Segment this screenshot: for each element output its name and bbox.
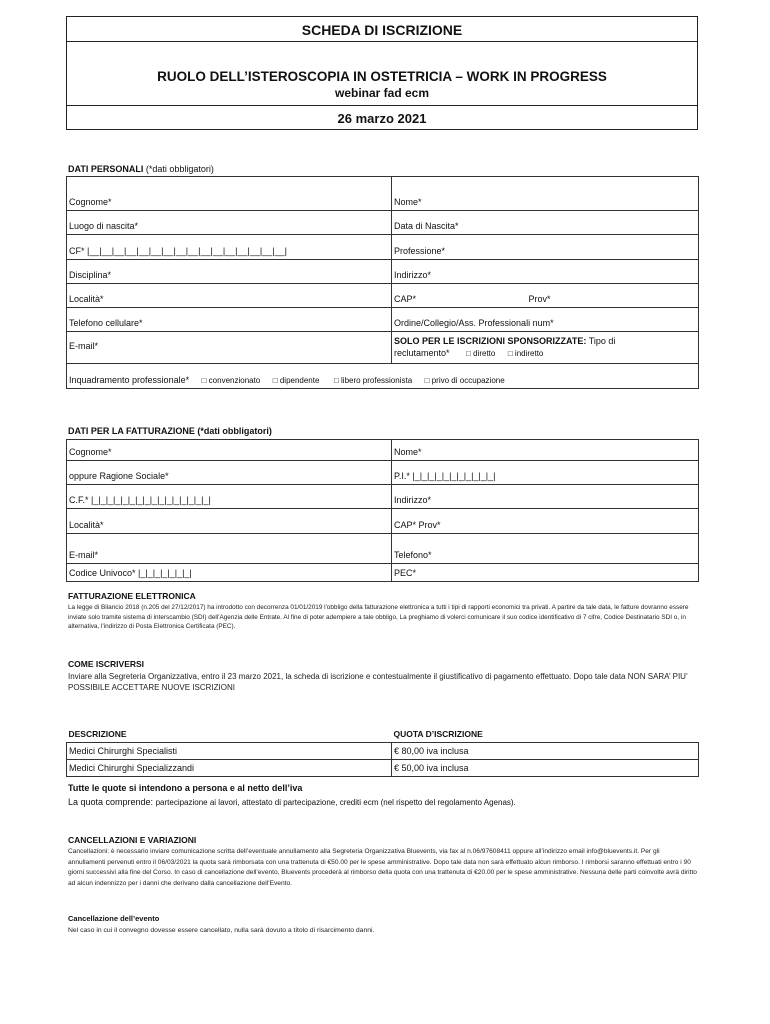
field-cf[interactable]: CF* |__|__|__|__|__|__|__|__|__|__|__|__|__|__|__|__| [67, 235, 392, 260]
billing-data-table [66, 439, 699, 582]
checkbox-libero[interactable]: □ libero professionista [333, 376, 413, 385]
field-sponsor [392, 332, 699, 364]
field-localita[interactable]: Località* [67, 284, 392, 308]
checkbox-privo[interactable]: □ privo di occupazione [424, 376, 505, 385]
form-title: SCHEDA DI ISCRIZIONE [66, 16, 698, 42]
field-disciplina[interactable]: Disciplina* [67, 260, 392, 284]
course-title: RUOLO DELL’ISTEROSCOPIA IN OSTETRICIA – WORK IN PROGRESS [157, 69, 607, 84]
course-subtitle: webinar fad ecm [334, 86, 430, 100]
billing-email[interactable]: E-mail* [67, 534, 392, 564]
billing-localita[interactable]: Località* [67, 509, 392, 534]
billing-cap-prov[interactable]: CAP* Prov* [392, 509, 699, 534]
field-cognome[interactable]: Cognome* [67, 177, 392, 211]
field-ordine[interactable]: Ordine/Collegio/Ass. Professionali num* [392, 308, 699, 332]
fees-col-quota: QUOTA D’ISCRIZIONE [392, 728, 699, 742]
billing-heading: DATI PER LA FATTURAZIONE (*dati obbligatori) [68, 426, 272, 436]
come-text: Inviare alla Segreteria Organizzativa, entro il 23 marzo 2021, la scheda di iscrizione e contestualmente il giustificativo di pagamento effettuato. Dopo tale data NON SARA’ PIU’ POSSIBILE ACCETTARE NUOVE ISCRIZIONI [68, 672, 688, 692]
fees-table [66, 728, 699, 777]
field-cap-label: CAP* [394, 294, 417, 304]
sponsor-reclutamento: reclutamento* [394, 348, 450, 358]
billing-pec[interactable]: PEC* [392, 564, 699, 582]
field-email[interactable]: E-mail* [67, 332, 392, 364]
field-indirizzo[interactable]: Indirizzo* [392, 260, 699, 284]
checkbox-diretto[interactable]: □ diretto [466, 349, 496, 358]
fees-row-quota: € 50,00 iva inclusa [392, 759, 699, 776]
course-header [66, 41, 698, 106]
fees-row-desc: Medici Chirurghi Specialisti [67, 742, 392, 759]
come-heading: COME ISCRIVERSI [68, 659, 145, 669]
fees-includes-text: partecipazione ai lavori, attestato di partecipazione, crediti ecm (nel rispetto del regolamento Agenas). [155, 798, 516, 807]
billing-codice-univoco[interactable]: Codice Univoco* |_|_|_|_|_|_|_| [67, 564, 392, 582]
personal-heading [68, 164, 214, 174]
field-luogo-nascita[interactable]: Luogo di nascita* [67, 211, 392, 235]
cancel-text: Cancellazioni: è necessario inviare comunicazione scritta dell’eventuale annullamento alla Segreteria Organizzativa Bluevents, via fax al n.06/97608411 oppure all’indirizzo email info@bluevents.it. Per gli annullamenti pervenuti entro il 06/03/2021 la quota sarà rimborsata con una trattenuta di €50.00 per le spese amministrative. Dopo tale data non sarà effettuato alcun rimborso. I rimborsi saranno effettuati entro i 90 giorni successivi alla fine del Corso. In caso di cancellazione dell’evento, Bluevents procederà al rimborso della quota con una trattenuta di €20.00 per le spese amministrative. Nessuna delle parti coinvolte avrà diritto ad alcun indennizzo per i danni che derivano dalla cancellazione dell’Evento. [68, 848, 697, 887]
fees-includes [68, 797, 708, 807]
fees-note: Tutte le quote si intendono a persona e al netto dell’iva [68, 783, 303, 793]
sponsor-bold: SOLO PER LE ISCRIZIONI SPONSORIZZATE: [394, 336, 587, 346]
billing-cognome[interactable]: Cognome* [67, 440, 392, 461]
cancel-event-text: Nel caso in cui il convegno dovesse essere cancellato, nulla sarà dovuto a titolo di risarcimento danni. [68, 927, 375, 934]
checkbox-indiretto[interactable]: □ indiretto [507, 349, 544, 358]
billing-cf[interactable]: C.F.* |_|_|_|_|_|_|_|_|_|_|_|_|_|_|_|_| [67, 485, 392, 509]
field-prov-label: Prov* [528, 294, 551, 304]
fees-col-desc: DESCRIZIONE [67, 728, 392, 742]
checkbox-convenzionato[interactable]: □ convenzionato [201, 376, 261, 385]
fees-row-quota: € 80,00 iva inclusa [392, 742, 699, 759]
course-date: 26 marzo 2021 [66, 105, 698, 130]
checkbox-dipendente[interactable]: □ dipendente [272, 376, 320, 385]
cancel-event-heading: Cancellazione dell’evento [68, 914, 160, 923]
billing-indirizzo[interactable]: Indirizzo* [392, 485, 699, 509]
field-inquadramento [67, 364, 699, 389]
billing-ragione-sociale[interactable]: oppure Ragione Sociale* [67, 461, 392, 485]
personal-heading-note: (*dati obbligatori) [145, 164, 214, 174]
field-cap-prov[interactable] [392, 284, 699, 308]
fees-includes-label: La quota comprende: [68, 797, 154, 807]
fatturazione-text: La legge di Bilancio 2018 (n.205 del 27/12/2017) ha introdotto con decorrenza 01/01/2019 l'obbligo della fatturazione elettronica a tutti i tipi di rapporti economici tra privati. A partire da tale data, le fatture dovranno essere inviate solo tramite sistema di interscambio (SDI) dell'Agenzia delle Entrate. Al fine di poter adempiere a tale obbligo, La preghiamo di volerci comunicare il suo codice identificativo di 7 cifre, Codice Destinatario SDI o, in alternativa, l'indirizzo di Posta Elettronica Certificata (PEC). [68, 604, 689, 630]
field-nome[interactable]: Nome* [392, 177, 699, 211]
fees-row-desc: Medici Chirurghi Specializzandi [67, 759, 392, 776]
billing-piva[interactable]: P.I.* |_|_|_|_|_|_|_|_|_|_|_| [392, 461, 699, 485]
billing-telefono[interactable]: Telefono* [392, 534, 699, 564]
personal-data-table [66, 176, 699, 389]
fatturazione-heading: FATTURAZIONE ELETTRONICA [68, 591, 196, 601]
field-data-nascita[interactable]: Data di Nascita* [392, 211, 699, 235]
inquadramento-label: Inquadramento professionale* [69, 375, 190, 385]
sponsor-rest: Tipo di [588, 336, 616, 346]
personal-heading-label: DATI PERSONALI [68, 164, 144, 174]
field-professione[interactable]: Professione* [392, 235, 699, 260]
cancel-heading: CANCELLAZIONI E VARIAZIONI [68, 835, 197, 845]
field-telefono[interactable]: Telefono cellulare* [67, 308, 392, 332]
billing-nome[interactable]: Nome* [392, 440, 699, 461]
